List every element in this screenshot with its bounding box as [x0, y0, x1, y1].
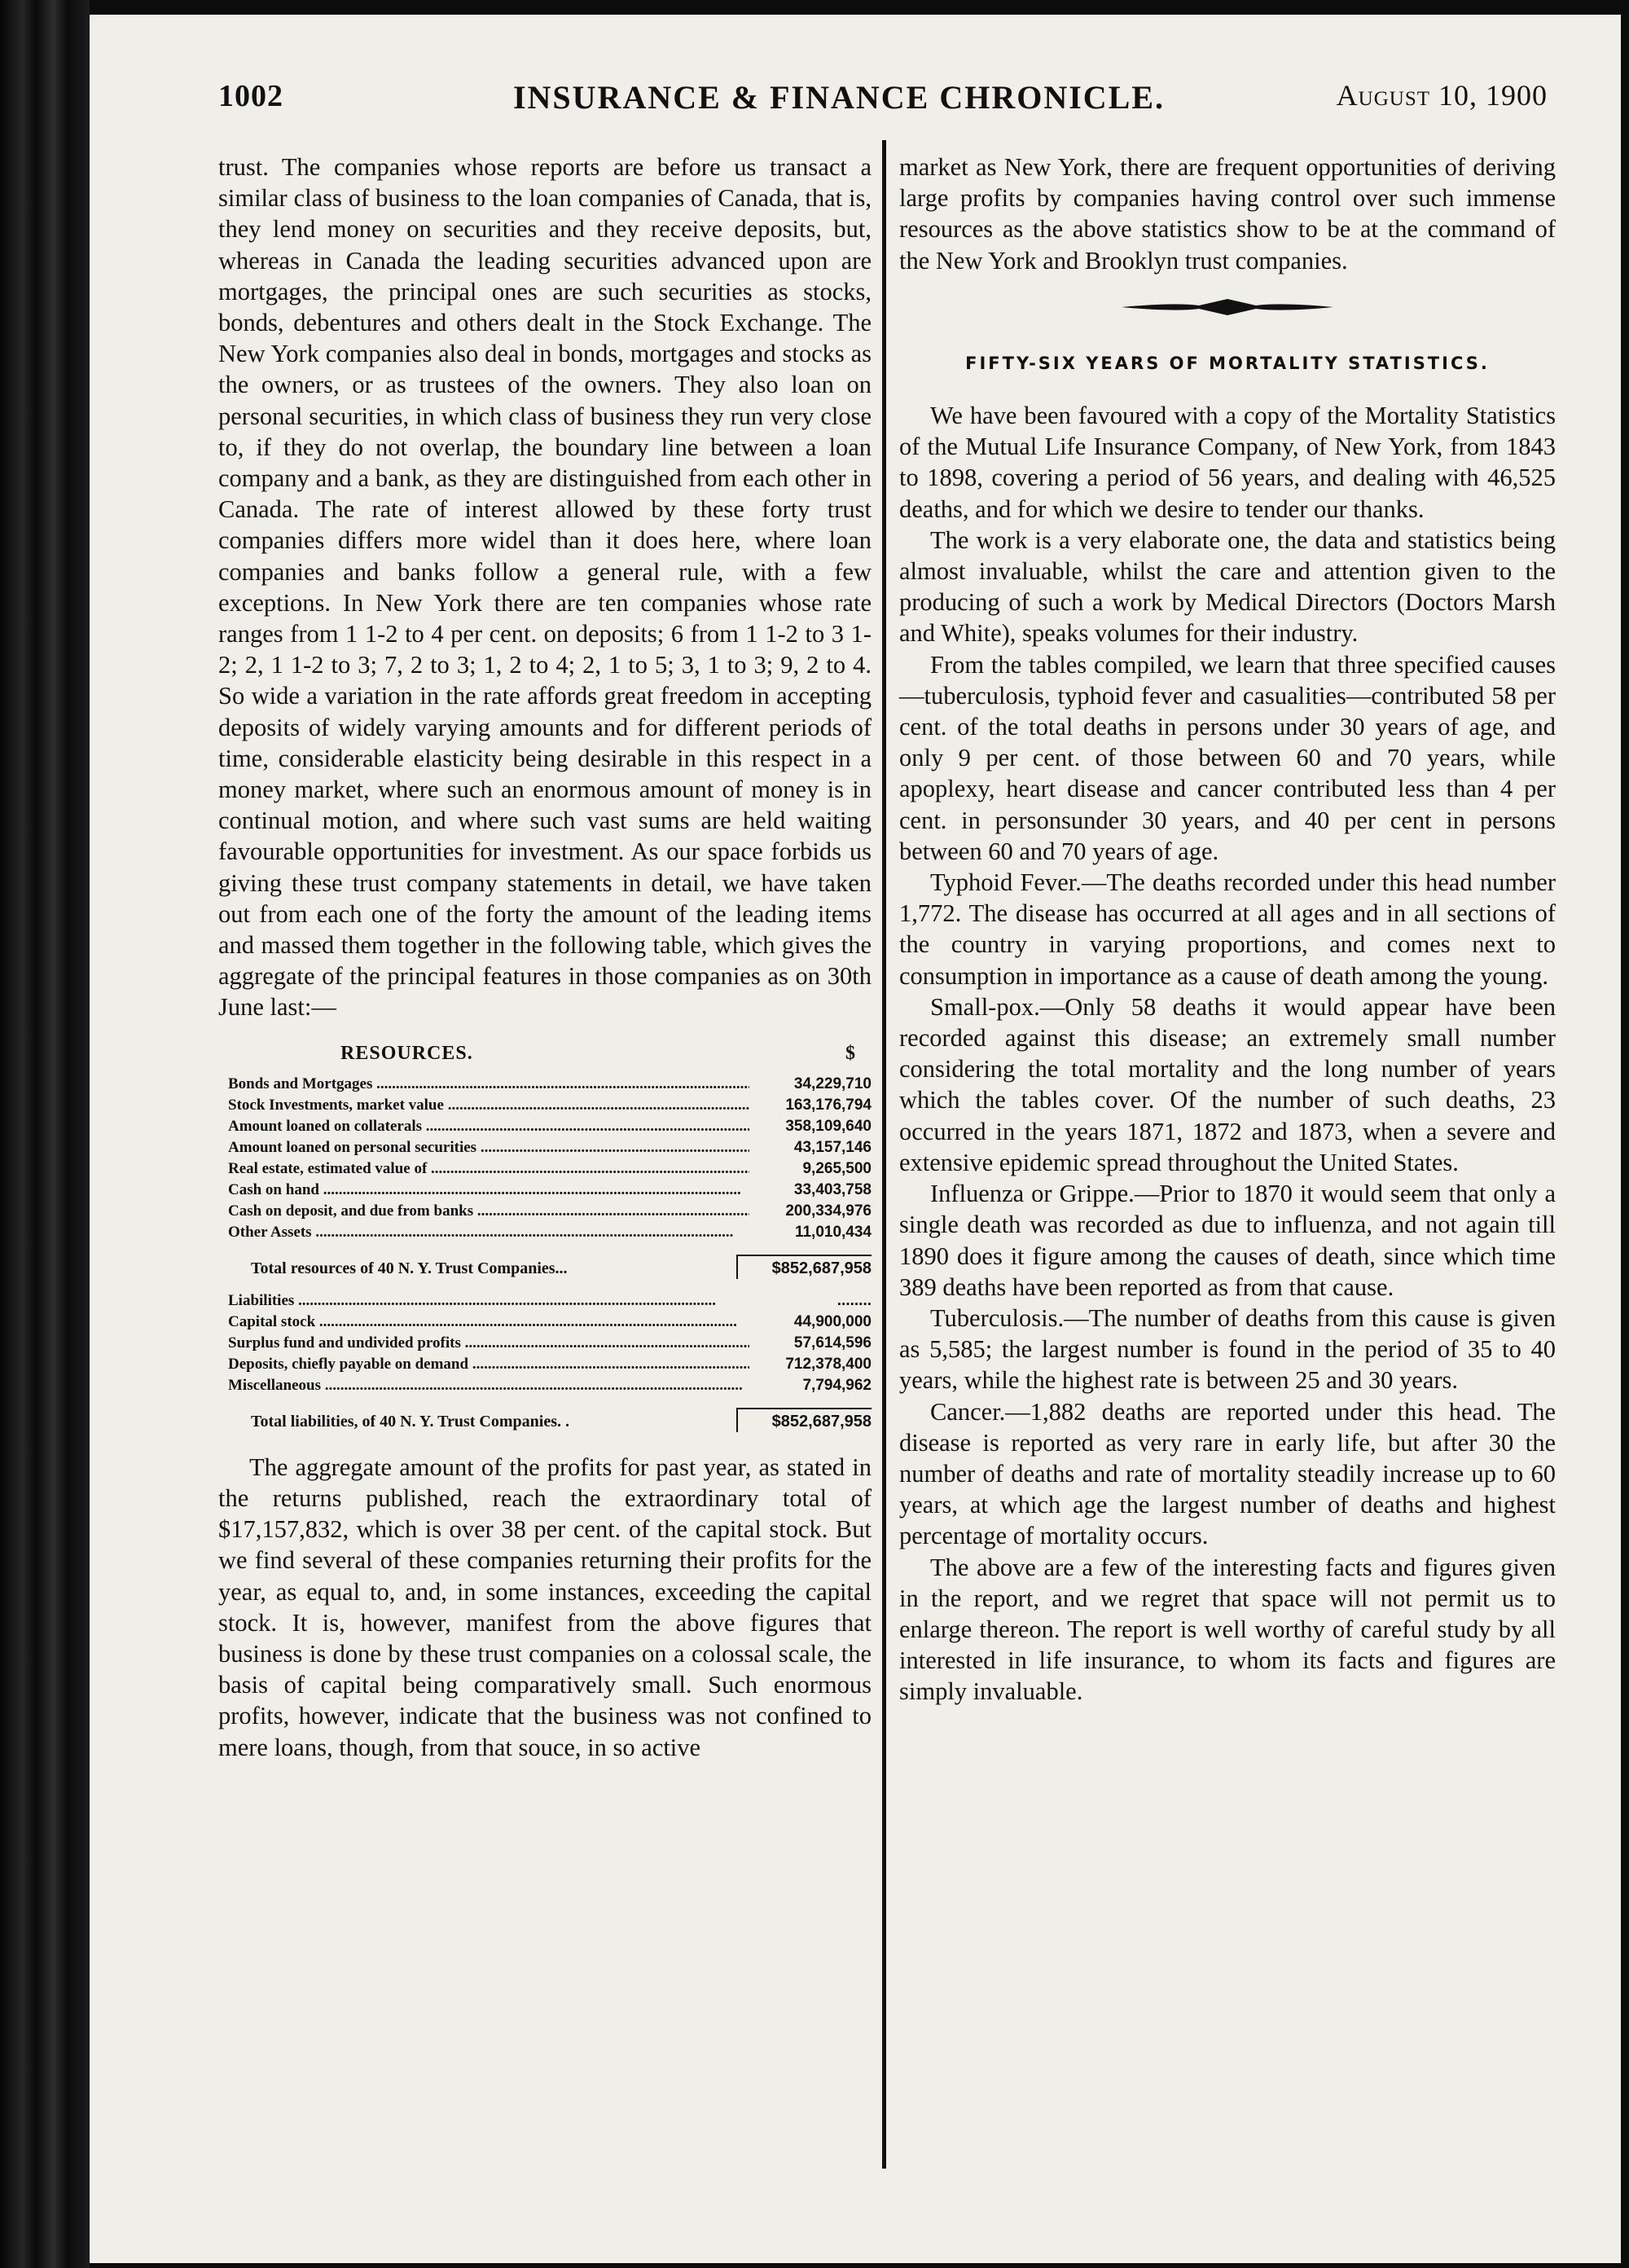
- row-label: Amount loaned on collaterals .....: [218, 1116, 749, 1137]
- total-value: $852,687,958: [736, 1408, 872, 1432]
- table-row: [218, 1180, 872, 1201]
- row-label: Surplus fund and undivided profits .....: [218, 1333, 749, 1354]
- table-row: [218, 1158, 872, 1180]
- row-value: 34,229,710: [793, 1075, 872, 1092]
- article-paragraph: Cancer.—1,882 deaths are reported under this head. The disease is reported as very rare in early life, but after 30 the number of deaths and rate of mortality steadily increase up to 60 years, at which age the largest number of deaths and highest percentage of mortality occurs.: [899, 1397, 1556, 1550]
- table-row: [218, 1222, 872, 1243]
- row-label: Capital stock .....: [218, 1312, 749, 1333]
- article-paragraph: Typhoid Fever.—The deaths recorded under this head number 1,772. The disease has occurred at all ages and in all sections of the country in varying proportions, and comes next to consumption in importance as a cause of death among the young.: [899, 868, 1556, 990]
- table-unit: $: [845, 1042, 855, 1064]
- liabilities-heading-row: [218, 1290, 872, 1312]
- table-row: [218, 1201, 872, 1222]
- article-paragraph: Small-pox.—Only 58 deaths it would appear have been recorded against this disease; an extremely small number considering the total mortality and the long number of years which the tables cover. Of the number of such deaths, 23 occurred in the years 1871, 1872 and 1873, when a severe and extensive epidemic spread throughout the United States.: [899, 992, 1556, 1176]
- table-row: [218, 1375, 872, 1396]
- total-liabilities-row: [218, 1408, 872, 1432]
- total-label: Total liabilities, of 40 N. Y. Trust Companies. .: [251, 1412, 569, 1431]
- article-paragraph: The above are a few of the interesting facts and figures given in the report, and we regret that space will not permit us to enlarge thereon. The report is well worthy of careful study by all interested in life insurance, to whom its facts and figures are simply invaluable.: [899, 1553, 1556, 1706]
- article-paragraph: The work is a very elaborate one, the data and statistics being almost invaluable, whilst the care and attention given to the producing of such a work by Medical Directors (Doctors Marsh and White), speaks volumes for their industry.: [899, 525, 1556, 648]
- total-label: Total resources of 40 N. Y. Trust Companies...: [251, 1259, 568, 1277]
- section-ornament: [899, 291, 1556, 340]
- row-value: 57,614,596: [793, 1334, 872, 1352]
- row-value: 33,403,758: [793, 1180, 872, 1198]
- row-value: 200,334,976: [785, 1202, 872, 1220]
- row-label: Stock Investments, market value .....: [218, 1095, 749, 1116]
- article-paragraph: We have been favoured with a copy of the Mortality Statistics of the Mutual Life Insurance Company, of New York, from 1843 to 1898, covering a period of 56 years, and dealing with 46,525 deaths, and for which we desire to tender our thanks.: [899, 402, 1556, 523]
- total-resources-row: [218, 1255, 872, 1279]
- page-number: 1002: [218, 79, 283, 113]
- row-label: Deposits, chiefly payable on demand .....: [218, 1354, 749, 1375]
- row-value: 44,900,000: [793, 1312, 872, 1330]
- row-value: 9,265,500: [802, 1159, 872, 1177]
- table-row: [218, 1074, 872, 1095]
- row-value: 11,010,434: [794, 1223, 872, 1241]
- table-row: [218, 1354, 872, 1375]
- article-paragraph: market as New York, there are frequent opportunities of deriving large profits by companies having control over such immense resources as the above statistics show to be at the command of the New York and Brooklyn trust companies.: [899, 153, 1556, 275]
- issue-date: August 10, 1900: [1336, 79, 1548, 112]
- row-value: 43,157,146: [793, 1138, 872, 1156]
- article-paragraph: Influenza or Grippe.—Prior to 1870 it would seem that only a single death was recorded as due to influenza, and not again till 1890 does it figure among the causes of death, since which time 389 deaths have been reported as from that cause.: [899, 1180, 1556, 1301]
- row-label: Cash on hand .....: [218, 1180, 749, 1201]
- running-header: [130, 78, 1548, 124]
- row-label: Other Assets .....: [218, 1222, 749, 1243]
- row-label: Real estate, estimated value of .....: [218, 1158, 749, 1180]
- column-rule: [882, 140, 886, 2169]
- article-paragraph: trust. The companies whose reports are before us transact a similar class of business to the loan companies of Canada, that is, they lend money on securities and they receive deposits, but, whereas in Canada the leading securities advanced upon are mortgages, the principal ones are such securities as stocks, bonds, debentures and others dealt in the Stock Exchange. The New York companies also deal in bonds, mortgages and stocks as the owners, or as trustees of the owners. They also loan on personal securities, in which class of business they run very close to, if they do not overlap, the boundary line between a loan company and a bank, as they are distinguished from each other in Canada. The rate of interest allowed by these forty trust companies differs more widel than it does here, where loan companies and banks follow a general rule, with a few exceptions. In New York there are ten companies whose rate ranges from 1 1-2 to 4 per cent. on deposits; 6 from 1 1-2 to 3 1-2; 2, 1 1-2 to 3; 7, 2 to 3; 1, 2 to 4; 2, 1 to 5; 3, 1 to 3; 9, 2 to 4. So wide a variation in the rate affords great freedom in accepting deposits of widely varying amounts and for different periods of time, considerable elasticity being desirable in this respect in a money market, where such an enormous amount of money is in continual motion, and where such vast sums are held waiting favourable opportunities for investment. As our space forbids us giving these trust company statements in detail, we have taken out from each one of the forty the amount of the leading items and massed them together in the following table, which gives the aggregate of the principal features in those companies as on 30th June last:—: [218, 153, 872, 1022]
- binding-edge: [0, 0, 90, 2268]
- section-title: FIFTY-SIX YEARS OF MORTALITY STATISTICS.: [965, 353, 1490, 373]
- row-label: Miscellaneous .....: [218, 1375, 749, 1396]
- article-paragraph: Tuberculosis.—The number of deaths from this cause is given as 5,585; the largest number is found in the period of 35 to 40 years, while the highest rate is between 25 and 30 years.: [899, 1303, 1556, 1395]
- table-row: [218, 1312, 872, 1333]
- row-value: 358,109,640: [785, 1117, 872, 1135]
- row-label: Cash on deposit, and due from banks .....: [218, 1201, 749, 1222]
- table-heading: RESOURCES.: [340, 1042, 473, 1064]
- row-label: Liabilities .....: [218, 1290, 749, 1312]
- trust-companies-table: [218, 1043, 872, 1432]
- table-header: [218, 1043, 872, 1064]
- ornament-rule-icon: [1122, 291, 1333, 323]
- total-value: $852,687,958: [736, 1255, 872, 1279]
- left-column: [218, 152, 872, 1763]
- table-row: [218, 1333, 872, 1354]
- article-paragraph: The aggregate amount of the profits for past year, as stated in the returns published, reach the extraordinary total of $17,157,832, which is over 38 per cent. of the capital stock. But we find several of these companies returning their profits for the year, as equal to, and, in some instances, exceeding the capital stock. It is, however, manifest from the above figures that business is done by these trust companies on a colossal scale, the basis of capital being comparatively small. Such enormous profits, however, indicate that the business was not confined to mere loans, though, from that souce, in so active: [218, 1453, 872, 1761]
- table-row: [218, 1095, 872, 1116]
- table-row: [218, 1116, 872, 1137]
- row-value: 163,176,794: [785, 1096, 872, 1114]
- right-column: [899, 152, 1556, 1708]
- row-value: ........: [836, 1291, 872, 1309]
- row-label: Amount loaned on personal securities .....: [218, 1137, 749, 1158]
- article-paragraph: From the tables compiled, we learn that three specified causes—tuberculosis, typhoid fever and casualities—contributed 58 per cent. of the total deaths in persons under 30 years of age, and only 9 per cent. of those between 60 and 70 years, while apoplexy, heart disease and cancer contributed less than 4 per cent. in personsunder 30 years, and 40 per cent in persons between 60 and 70 years of age.: [899, 650, 1556, 865]
- row-value: 7,794,962: [802, 1376, 872, 1394]
- journal-title: INSURANCE & FINANCE CHRONICLE.: [512, 79, 1166, 116]
- table-row: [218, 1137, 872, 1158]
- row-value: 712,378,400: [785, 1355, 872, 1373]
- row-label: Bonds and Mortgages .....: [218, 1074, 749, 1095]
